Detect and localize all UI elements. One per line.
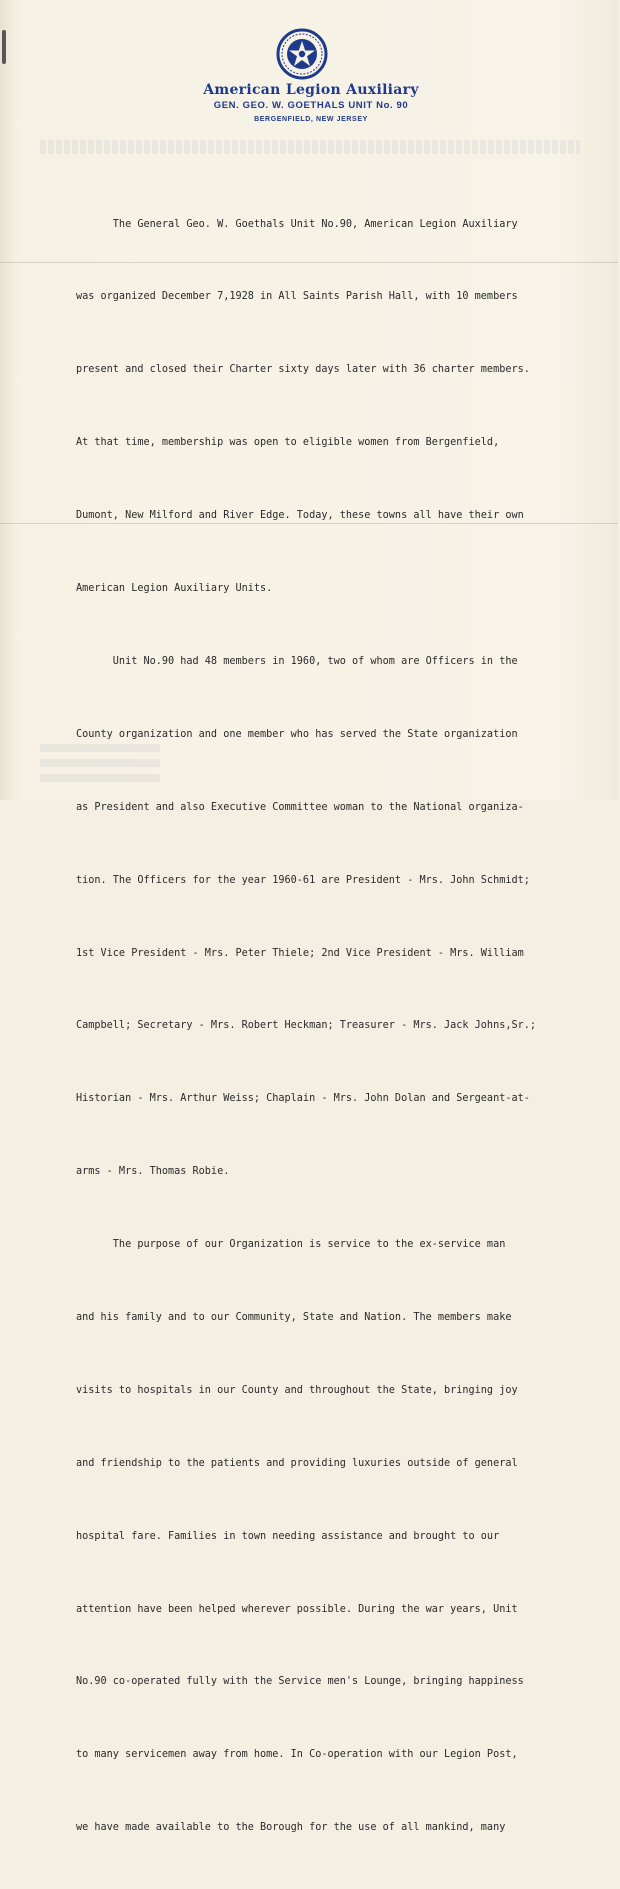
body-line: and friendship to the patients and providing luxuries outside of general [76,1457,518,1469]
body-line: Dumont, New Milford and River Edge. Today, these towns all have their own [76,510,524,522]
body-line: At that time, membership was open to eligible women from Bergenfield, [76,437,500,449]
letterhead-unit: GEN. GEO. W. GOETHALS UNIT No. 90 [213,100,409,111]
american-legion-star-emblem-icon [276,28,328,80]
body-line: No.90 co-operated fully with the Service men's Lounge, bringing happiness [76,1676,524,1688]
body-line: American Legion Auxiliary Units. [76,583,273,595]
body-line: arms - Mrs. Thomas Robie. [76,1166,230,1178]
body-line: tion. The Officers for the year 1960-61 are President - Mrs. John Schmidt; [76,874,530,886]
body-line: Campbell; Secretary - Mrs. Robert Heckman; Treasurer - Mrs. Jack Johns,Sr.; [76,1020,537,1032]
body-line: attention have been helped wherever possible. During the war years, Unit [76,1603,518,1615]
show-through-texture [40,140,580,154]
body-line: Historian - Mrs. Arthur Weiss; Chaplain - Mrs. John Dolan and Sergeant-at- [76,1093,530,1105]
body-line: to many servicemen away from home. In Co-operation with our Legion Post, [76,1749,518,1761]
body-line: The General Geo. W. Goethals Unit No.90, American Legion Auxiliary [76,218,518,230]
body-line: and his family and to our Community, State and Nation. The members make [76,1311,512,1323]
letter-body [76,164,596,1889]
letterhead-title: American Legion Auxiliary [203,82,419,98]
body-line: hospital fare. Families in town needing assistance and brought to our [76,1530,500,1542]
body-line: as President and also Executive Committee woman to the National organiza- [76,801,524,813]
body-line: was organized December 7,1928 in All Saints Parish Hall, with 10 members [76,291,518,303]
body-line: The purpose of our Organization is service to the ex-service man [76,1239,506,1251]
body-line: present and closed their Charter sixty days later with 36 charter members. [76,364,530,376]
staple [2,30,6,64]
letterhead-location: BERGENFIELD, NEW JERSEY [254,116,368,123]
body-line: Unit No.90 had 48 members in 1960, two of whom are Officers in the [76,655,518,667]
body-line: 1st Vice President - Mrs. Peter Thiele; 2nd Vice President - Mrs. William [76,947,524,959]
body-line: we have made available to the Borough for the use of all mankind, many [76,1822,506,1834]
body-line: County organization and one member who has served the State organization [76,728,518,740]
body-line: visits to hospitals in our County and throughout the State, bringing joy [76,1384,518,1396]
